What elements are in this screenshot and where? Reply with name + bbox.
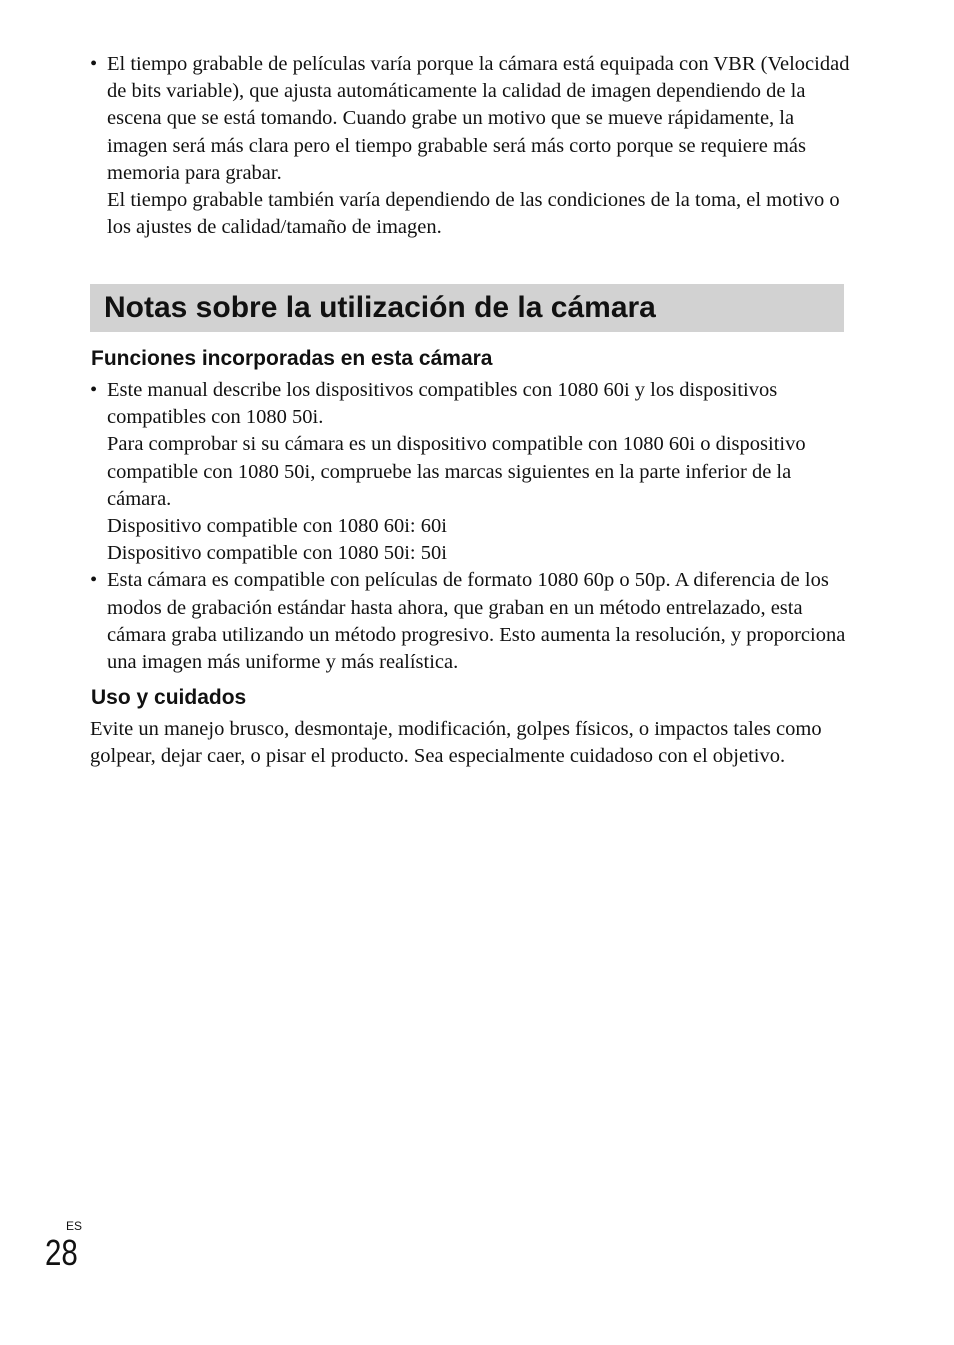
intro-bullet-list	[90, 51, 850, 241]
functions-bullet-item-progressive	[90, 567, 850, 676]
section-title: Notas sobre la utilización de la cámara	[104, 291, 656, 324]
intro-paragraph-vbr: El tiempo grabable de películas varía porque la cámara está equipada con VBR (Velocidad de bits variable), que ajusta automáticamente la calidad de imagen dependiendo de la escena que se está tomando. Cuando grabe un motivo que se mueve rápidamente, la imagen será más clara pero el tiempo grabable será más corto porque se requiere más memoria para grabar.	[107, 53, 850, 184]
check-marks-paragraph: Para comprobar si su cámara es un dispositivo compatible con 1080 60i o dispositivo compatible con 1080 50i, compruebe las marcas siguientes en la parte inferior de la cámara.	[107, 433, 806, 510]
language-tag: ES	[66, 1219, 83, 1233]
bullet-marker: •	[90, 379, 98, 401]
device-60i-line: Dispositivo compatible con 1080 60i: 60i	[107, 515, 447, 538]
intro-paragraph-conditions: El tiempo grabable también varía dependiendo de las condiciones de la toma, el motivo o los ajustes de calidad/tamaño de imagen.	[107, 189, 840, 239]
functions-heading: Funciones incorporadas en esta cámara	[91, 347, 493, 370]
device-50i-line: Dispositivo compatible con 1080 50i: 50i	[107, 542, 447, 565]
section-header-band	[90, 284, 844, 332]
progressive-paragraph: Esta cámara es compatible con películas de formato 1080 60p o 50p. A diferencia de los modos de grabación estándar hasta ahora, que graban en un método entrelazado, esta cámara graba utilizando un método progresivo. Esto aumenta la resolución, y proporciona una imagen más uniforme y más realística.	[107, 569, 846, 674]
compatibility-paragraph: Este manual describe los dispositivos compatibles con 1080 60i y los dispositivos compatibles con 1080 50i.	[107, 379, 778, 429]
bullet-marker: •	[90, 53, 98, 75]
page-number: 28	[45, 1232, 78, 1273]
functions-bullet-item-compatibility	[90, 377, 850, 567]
intro-bullet-item	[90, 51, 850, 241]
care-paragraph: Evite un manejo brusco, desmontaje, modificación, golpes físicos, o impactos tales como golpear, dejar caer, o pisar el producto. Sea especialmente cuidadoso con el objetivo.	[90, 718, 822, 768]
functions-bullet-list	[90, 377, 850, 676]
care-heading: Uso y cuidados	[91, 686, 247, 709]
bullet-marker: •	[90, 569, 98, 592]
